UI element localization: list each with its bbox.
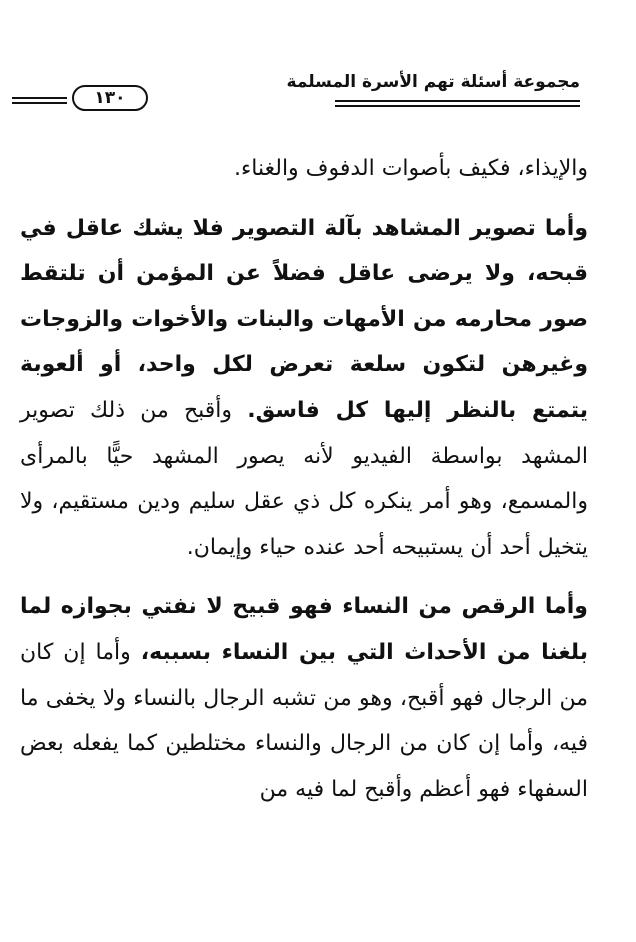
page-body (20, 146, 588, 812)
book-title: مجموعة أسئلة تهم الأسرة المسلمة (286, 72, 580, 92)
paragraph-2-bold: وأما تصوير المشاهد بآلة التصوير فلا يشك عاقل في قبحه، ولا يرضى عاقل فضلاً عن المؤمن أن تلتقط صور محارمه من الأمهات والبنات والأخوات والزوجات وغيرهن لتكون سلعة تعرض لكل واحد، أو ألعوبة يتمتع بالنظر إليها كل فاسق. (20, 215, 588, 423)
paragraph-1 (20, 146, 588, 192)
page-number: ١٣٠ (94, 88, 126, 108)
page-header (12, 70, 580, 114)
paragraph-1-text: والإيذاء، فكيف بأصوات الدفوف والغناء. (233, 156, 588, 181)
paragraph-3-text: وأما إن كان من الرجال فهو أقبح، وهو من تشبه الرجال بالنساء ولا يخفى ما فيه، وأما إن كان من الرجال والنساء مختلطين كما يفعله بعض السفهاء فهو أعظم وأقبح لما فيه من (20, 639, 588, 802)
paragraph-gap (20, 570, 588, 584)
header-rule-left-top (12, 97, 67, 99)
page-number-badge (72, 85, 148, 111)
header-rule-bottom (335, 105, 580, 107)
paragraph-2 (20, 206, 588, 571)
paragraph-2-text: وأقبح من ذلك تصوير المشهد بواسطة الفيديو لأنه يصور المشهد حيًّا بالمرأى والمسمع، وهو أمر ينكره كل ذي عقل سليم ودين مستقيم، ولا يتخيل أحد أن يستبيحه أحد عنده حياء وإيمان. (20, 397, 588, 560)
paragraph-3-bold: وأما الرقص من النساء فهو قبيح لا نفتي بجوازه لما بلغنا من الأحداث التي بين النساء بسببه، (20, 594, 588, 665)
header-rule-top (335, 100, 580, 102)
paragraph-3 (20, 584, 588, 812)
header-rule-left-bottom (12, 102, 67, 104)
paragraph-gap (20, 192, 588, 206)
